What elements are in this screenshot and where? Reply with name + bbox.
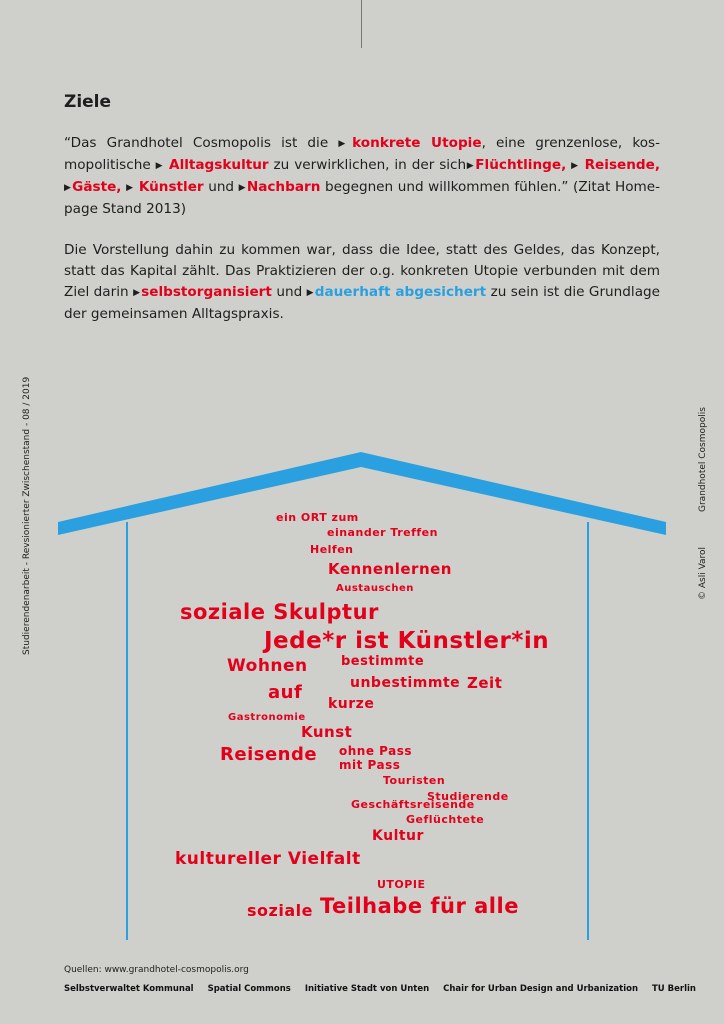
arrow-right-icon: ▶: [338, 139, 352, 149]
arrow-right-icon: ▶: [155, 161, 164, 171]
arrow-right-icon: ▶: [571, 161, 579, 171]
partner-item: Spatial Commons: [207, 984, 291, 994]
word-cloud-item: unbestimmte: [350, 675, 461, 691]
partner-item: Selbstverwaltet Kommunal: [64, 984, 194, 994]
word-cloud-item: soziale: [247, 901, 313, 920]
word-cloud-item: Austauschen: [336, 583, 414, 594]
arrow-right-icon: ▶: [126, 183, 134, 193]
word-cloud-item: Studierende: [427, 790, 509, 803]
word-cloud-item: Kennenlernen: [328, 560, 452, 578]
side-caption-left: Studierendenarbeit - Revsionierter Zwischenstand - 08 / 2019: [22, 376, 32, 655]
word-cloud-item: Helfen: [310, 543, 354, 556]
partner-list: [64, 984, 707, 994]
sources-line: Quellen: www.grandhotel-cosmopolis.org: [64, 965, 249, 975]
word-cloud-item: Geschäftsreisende: [351, 798, 475, 811]
side-caption-project: Grandhotel Cosmopolis: [698, 407, 708, 512]
word-cloud-item: bestimmte: [341, 654, 425, 669]
word-cloud-item: Touristen: [383, 774, 446, 787]
word-cloud-item: auf: [268, 682, 303, 703]
arrow-right-icon: ▶: [238, 183, 246, 193]
word-cloud-item: ein ORT zum: [276, 511, 359, 524]
arrow-right-icon: ▶: [466, 161, 475, 171]
word-cloud-item: Wohnen: [227, 656, 308, 676]
page-title: Ziele: [64, 92, 112, 112]
word-cloud-item: Geflüchtete: [406, 813, 485, 826]
word-cloud-item: einander Treffen: [327, 526, 438, 539]
arrow-right-icon: ▶: [133, 288, 141, 298]
goals-quote-paragraph: “Das Grandhotel Cosmopolis ist die ▶konkrete Utopie, eine grenzenlose, kos-mopolitische ▶ Alltagskultur zu verwirklichen, in der sich▶Flüchtlinge, ▶ Reisende, ▶Gäste, ▶ Künstler und ▶Nachbarn begegnen und willkommen fühlen.” (Zitat Home-page Stand 2013): [64, 135, 661, 217]
arrow-right-icon: ▶: [64, 183, 72, 193]
goals-body-paragraph: Die Vorstellung dahin zu kommen war, dass die Idee, statt des Geldes, das Konzept, statt das Kapital zählt. Das Praktizieren der o.g. konkreten Utopie verbunden mit dem Ziel darin ▶selbstorganisiert und ▶dauerhaft abgesichert zu sein ist die Grundlage der gemeinsamen Alltagspraxis.: [64, 242, 661, 322]
word-cloud-item: Kultur: [372, 828, 424, 844]
partner-item: TU Berlin: [651, 984, 696, 994]
word-cloud-item: Kunst: [301, 723, 353, 741]
word-cloud-item: ohne Pass: [339, 744, 413, 758]
word-cloud-item: Teilhabe für alle: [320, 894, 519, 918]
word-cloud-item: Gastronomie: [228, 712, 306, 723]
word-cloud-item: kurze: [328, 696, 375, 712]
word-cloud-item: mit Pass: [339, 758, 401, 772]
side-caption-author: © Asli Varol: [698, 546, 708, 600]
word-cloud-item: kultureller Vielfalt: [175, 849, 361, 869]
word-cloud-item: Zeit: [467, 674, 503, 692]
arrow-right-icon: ▶: [306, 288, 314, 298]
word-cloud-item: Reisende: [220, 744, 318, 765]
word-cloud-item: Jede*r ist Künstler*in: [264, 628, 550, 654]
partner-item: Initiative Stadt von Unten: [304, 984, 430, 994]
word-cloud-item: soziale Skulptur: [180, 600, 379, 624]
word-cloud-item: UTOPIE: [377, 878, 426, 891]
partner-item: Chair for Urban Design and Urbanization: [443, 984, 638, 994]
